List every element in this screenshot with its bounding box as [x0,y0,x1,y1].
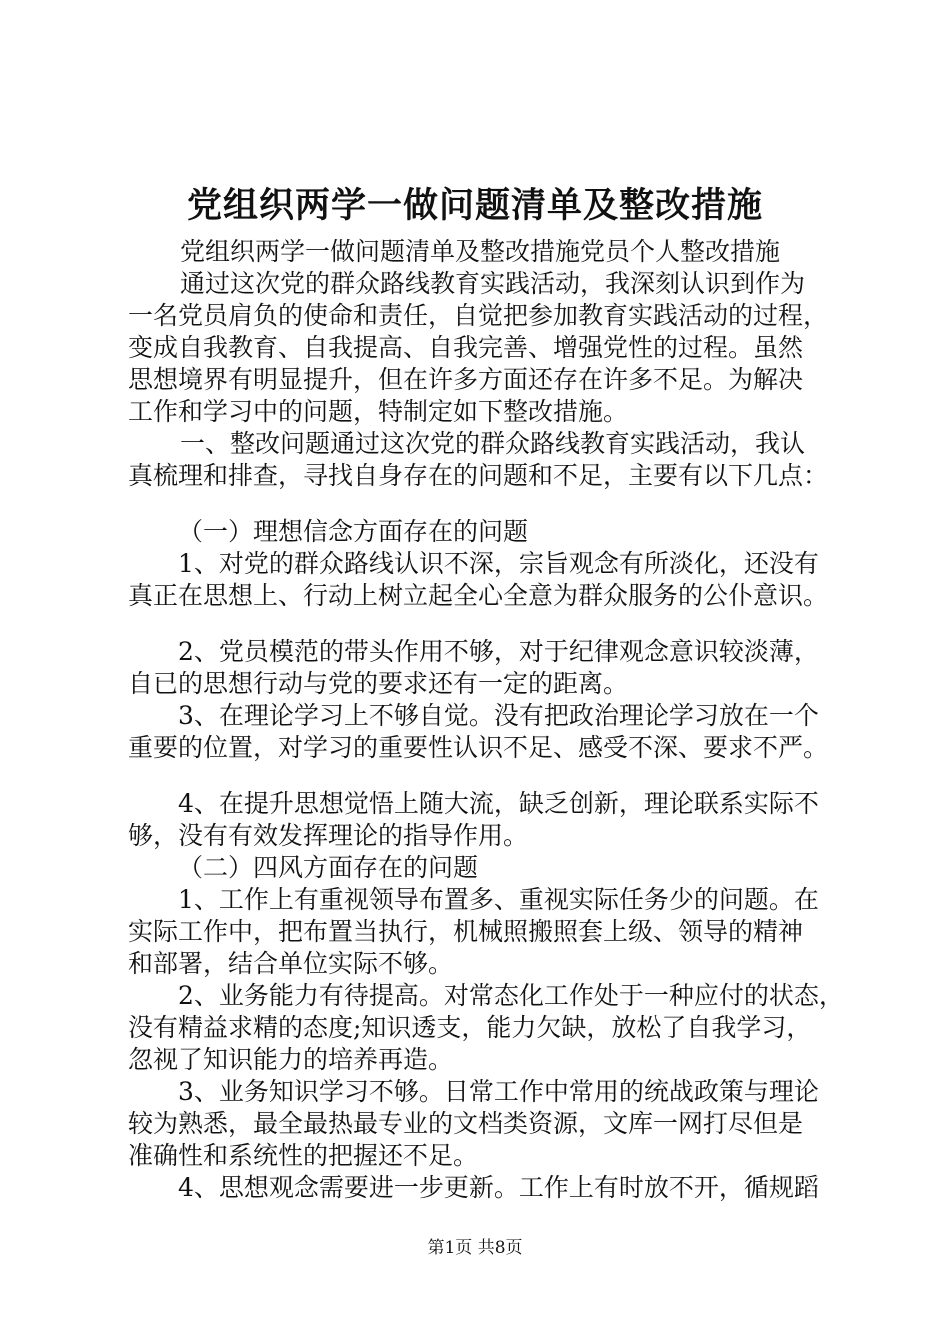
body-line-19: 1、工作上有重视领导布置多、重视实际任务少的问题。在 [178,885,819,914]
document-title: 党组织两学一做问题清单及整改措施 [186,185,763,226]
body-line-4: 变成自我教育、自我提高、自我完善、增强党性的过程。虽然 [128,333,804,362]
body-line-13: 自已的思想行动与党的要求还有一定的距离。 [128,669,629,698]
body-line-28: 4、思想观念需要进一步更新。工作上有时放不开，循规蹈 [178,1173,819,1202]
body-line-15: 重要的位置，对学习的重要性认识不足、感受不深、要求不严。 [128,733,829,762]
body-line-21: 和部署，结合单位实际不够。 [128,949,454,978]
paragraph-gap [128,492,843,516]
body-line-6: 工作和学习中的问题，特制定如下整改措施。 [128,397,629,426]
body-line-20: 实际工作中，把布置当执行，机械照搬照套上级、领导的精神 [128,917,804,946]
body-line-3: 一名党员肩负的使命和责任，自觉把参加教育实践活动的过程， [128,301,829,330]
body-line-14: 3、在理论学习上不够自觉。没有把政治理论学习放在一个 [178,701,819,730]
body-line-24: 忽视了知识能力的培养再造。 [128,1045,454,1074]
body-line-5: 思想境界有明显提升，但在许多方面还存在许多不足。为解决 [128,365,804,394]
body-line-8: 真梳理和排查，寻找自身存在的问题和不足，主要有以下几点： [128,461,829,490]
document-body [128,236,843,1204]
page-footer: 第1页 共8页 [427,1238,523,1258]
body-line-22: 2、业务能力有待提高。对常态化工作处于一种应付的状态， [178,981,844,1010]
body-line-11: 真正在思想上、行动上树立起全心全意为群众服务的公仆意识。 [128,581,829,610]
body-line-1: 党组织两学一做问题清单及整改措施党员个人整改措施 [180,237,781,266]
section-heading-2: （二）四风方面存在的问题 [178,853,479,882]
body-line-17: 够，没有有效发挥理论的指导作用。 [128,821,529,850]
body-line-23: 没有精益求精的态度;知识透支，能力欠缺，放松了自我学习， [128,1013,812,1042]
body-line-2: 通过这次党的群众路线教育实践活动，我深刻认识到作为 [180,269,806,298]
body-line-7: 一、整改问题通过这次党的群众路线教育实践活动，我认 [180,429,806,458]
body-line-16: 4、在提升思想觉悟上随大流，缺乏创新，理论联系实际不 [178,789,819,818]
paragraph-gap [128,764,843,788]
body-line-12: 2、党员模范的带头作用不够，对于纪律观念意识较淡薄， [178,637,819,666]
body-line-27: 准确性和系统性的把握还不足。 [128,1141,479,1170]
section-heading-1: （一）理想信念方面存在的问题 [178,517,529,546]
body-line-25: 3、业务知识学习不够。日常工作中常用的统战政策与理论 [178,1077,819,1106]
body-line-26: 较为熟悉，最全最热最专业的文档类资源，文库一网打尽但是 [128,1109,804,1138]
paragraph-gap [128,612,843,636]
body-line-10: 1、对党的群众路线认识不深，宗旨观念有所淡化，还没有 [178,549,819,578]
